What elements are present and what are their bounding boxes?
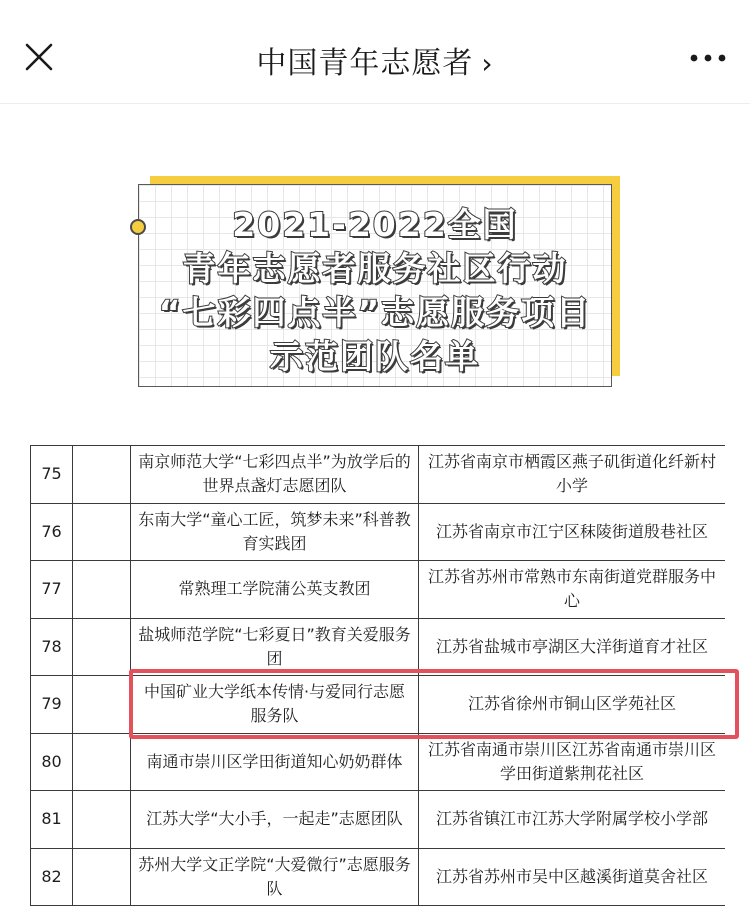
row-number: 76	[31, 503, 73, 561]
row-number: 80	[31, 733, 73, 791]
row-number: 81	[31, 791, 73, 849]
team-name-cell: 东南大学“童心工匠，筑梦未来”科普教育实践团	[131, 503, 419, 561]
row-number: 75	[31, 446, 73, 504]
banner-title-line: 2021-2022全国	[232, 205, 518, 244]
row-number: 77	[31, 561, 73, 619]
team-name-cell: 苏州大学文正学院“大爱微行”志愿服务队	[131, 848, 419, 906]
page-title: 中国青年志愿者	[256, 46, 474, 81]
table-row	[31, 561, 726, 619]
account-title-link[interactable]	[0, 38, 750, 82]
banner-title-line: “七彩四点半”志愿服务项目	[158, 293, 592, 332]
title-banner	[138, 174, 620, 388]
table-row	[31, 503, 726, 561]
row-number: 79	[31, 676, 73, 734]
table-row	[31, 848, 726, 906]
empty-cell	[73, 791, 131, 849]
empty-cell	[73, 446, 131, 504]
empty-cell	[73, 618, 131, 676]
location-cell: 江苏省苏州市常熟市东南街道党群服务中心	[419, 561, 726, 619]
team-list-table	[30, 445, 725, 918]
row-number: 78	[31, 618, 73, 676]
empty-cell	[73, 561, 131, 619]
table-row	[31, 733, 726, 791]
location-cell: 江苏省南京市江宁区秣陵街道殷巷社区	[419, 503, 726, 561]
location-cell: 江苏省盐城市亭湖区大洋街道育才社区	[419, 618, 726, 676]
team-name-cell: 南通市崇川区学田街道知心奶奶群体	[131, 733, 419, 791]
top-nav-bar	[0, 0, 750, 104]
team-name-cell: 中国矿业大学纸本传情·与爱同行志愿服务队	[131, 676, 419, 734]
table-row	[31, 618, 726, 676]
team-name-cell: 江苏大学“大小手，一起走”志愿团队	[131, 791, 419, 849]
table-row	[31, 446, 726, 504]
chevron-right-icon: ›	[481, 47, 494, 80]
empty-cell	[73, 503, 131, 561]
table-row	[31, 791, 726, 849]
team-name-cell: 南京师范大学“七彩四点半”为放学后的世界点盏灯志愿团队	[131, 446, 419, 504]
table-row	[31, 676, 726, 734]
empty-cell	[73, 676, 131, 734]
empty-cell	[73, 733, 131, 791]
location-cell: 江苏省南通市崇川区江苏省南通市崇川区学田街道紫荆花社区	[419, 733, 726, 791]
location-cell: 江苏省镇江市江苏大学附属学校小学部	[419, 791, 726, 849]
more-dots-icon[interactable]	[688, 48, 728, 68]
banner-title-line: 示范团队名单	[270, 337, 480, 376]
banner-title-line: 青年志愿者服务社区行动	[182, 249, 568, 288]
location-cell: 江苏省苏州市吴中区越溪街道莫舍社区	[419, 848, 726, 906]
row-number: 82	[31, 848, 73, 906]
team-name-cell: 常熟理工学院蒲公英支教团	[131, 561, 419, 619]
banner-grid-card	[138, 184, 612, 387]
team-name-cell: 盐城师范学院“七彩夏日”教育关爱服务团	[131, 618, 419, 676]
empty-cell	[73, 848, 131, 906]
banner-title	[139, 203, 611, 379]
location-cell: 江苏省南京市栖霞区燕子矶街道化纤新村小学	[419, 446, 726, 504]
location-cell: 江苏省徐州市铜山区学苑社区	[419, 676, 726, 734]
